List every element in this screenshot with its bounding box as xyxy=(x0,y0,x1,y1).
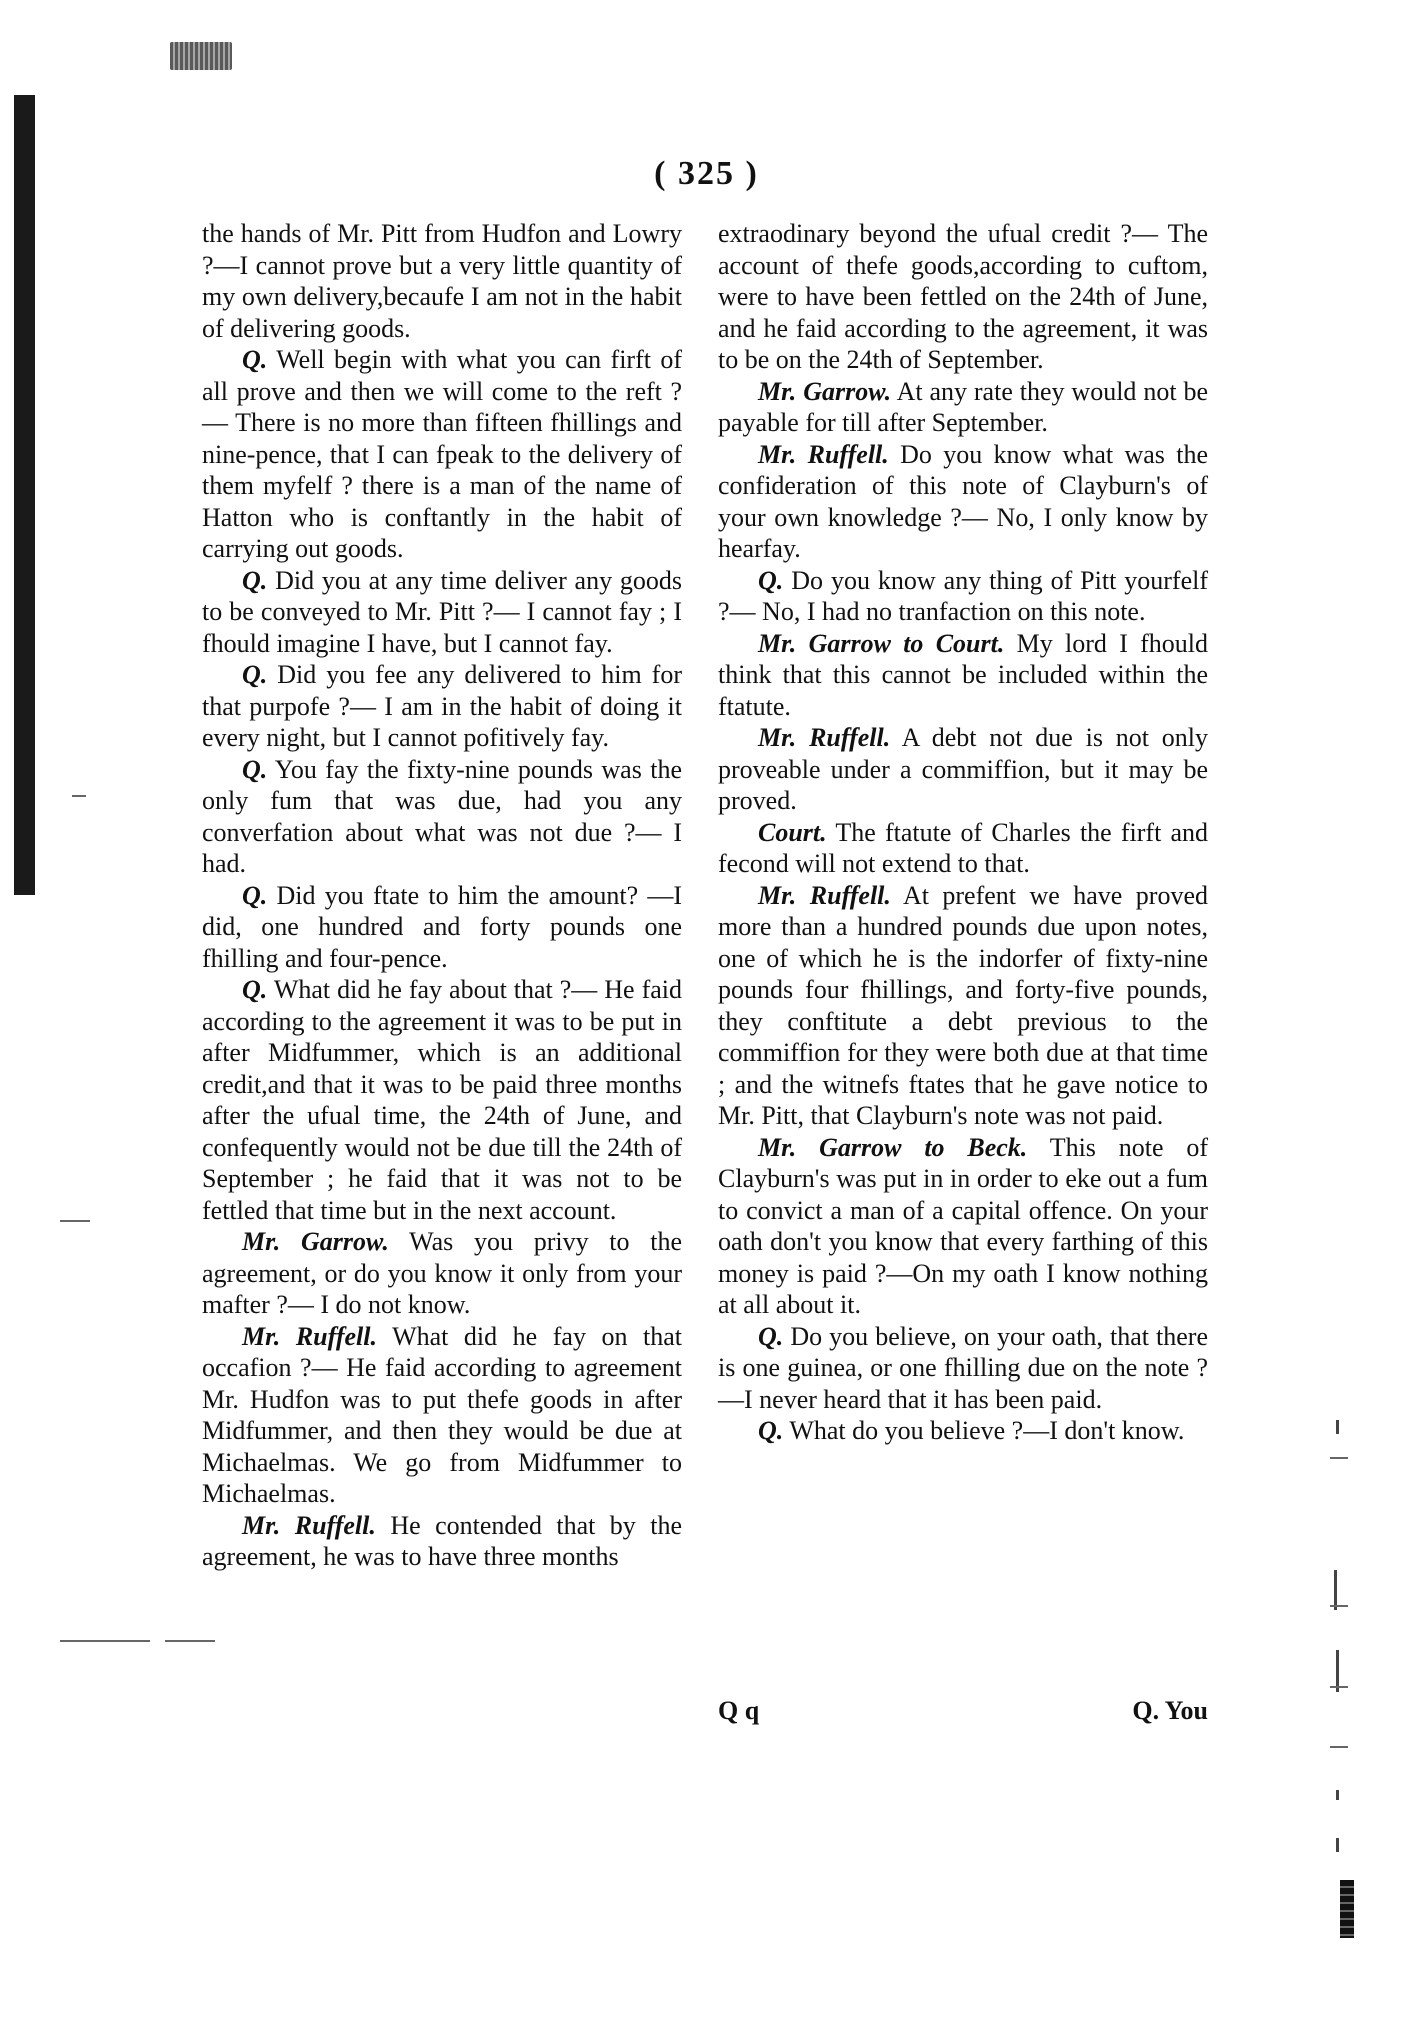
library-stamp xyxy=(170,42,232,70)
paragraph xyxy=(718,1415,1208,1447)
speaker-label: Q. xyxy=(242,660,268,689)
paragraph-text: This note of Clayburn's was put in in order to eke out a fum to convict a man of a capital offence. On your oath don't you know that every farthing of this money is paid ?—On my oath I know nothing at all about it. xyxy=(718,1132,1208,1319)
speaker-label: Q. xyxy=(242,975,268,1004)
paragraph-text: A debt not due is not only proveable under a commiffion, but it may be proved. xyxy=(718,723,1208,815)
paragraph xyxy=(718,565,1208,628)
scan-artifact xyxy=(1330,1457,1348,1459)
paragraph xyxy=(202,1226,682,1321)
paragraph-text: Did you at any time deliver any goods to be conveyed to Mr. Pitt ?— I cannot fay ; I fhould imagine I have, but I cannot fay. xyxy=(202,565,683,658)
paragraph xyxy=(718,722,1208,817)
speaker-label: Court. xyxy=(758,817,827,847)
paragraph-text: He contended that by the agreement, he was to have three months xyxy=(202,1510,683,1571)
speaker-label: Q. xyxy=(242,754,268,784)
paragraph xyxy=(202,880,682,975)
paragraph xyxy=(202,218,682,344)
paragraph-text: At any rate they would not be payable for till after September. xyxy=(718,376,1208,437)
left-column xyxy=(202,218,682,1573)
scan-artifact xyxy=(1336,1790,1339,1800)
paragraph xyxy=(202,974,682,1226)
paragraph xyxy=(202,1321,682,1510)
speaker-label: Q. xyxy=(758,565,784,595)
speaker-label: Mr. Garrow to Beck. xyxy=(758,1132,1028,1162)
scan-artifact xyxy=(165,1640,215,1642)
paragraph-text: the hands of Mr. Pitt from Hudfon and Lowry ?—I cannot prove but a very little quantity of my own delivery,becaufe I am not in the habit of delivering goods. xyxy=(202,219,682,343)
scan-artifact xyxy=(1330,1605,1348,1607)
scan-artifact xyxy=(1336,1838,1339,1852)
paragraph xyxy=(202,754,682,880)
paragraph-text: Did you fee any delivered to him for that purpofe ?— I am in the habit of doing it every night, but I cannot pofitively fay. xyxy=(202,660,682,752)
speaker-label: Mr. Ruffell. xyxy=(758,723,891,752)
scan-artifact xyxy=(1340,1880,1354,1938)
scan-artifact xyxy=(72,795,86,797)
paragraph-text: What did he fay on that occafion ?— He faid according to agreement Mr. Hudfon was to put thefe goods in after Midfummer, and then they would be due at Michaelmas. We go from Midfummer to Michaelmas. xyxy=(202,1321,683,1508)
paragraph xyxy=(718,376,1208,439)
paragraph-text: You fay the fixty-nine pounds was the only fum that was due, had you any converfation about what was not due ?— I had. xyxy=(202,754,682,878)
scan-artifact xyxy=(60,1220,90,1222)
scan-artifact xyxy=(1336,1420,1339,1434)
paragraph xyxy=(718,439,1208,565)
paragraph-text: Did you ftate to him the amount? —I did, one hundred and forty pounds one fhilling and four-pence. xyxy=(202,880,683,973)
speaker-label: Mr. Ruffell. xyxy=(758,880,891,910)
page-number: ( 325 ) xyxy=(654,155,759,192)
paragraph xyxy=(202,565,682,660)
paragraph xyxy=(202,1510,682,1573)
paragraph-text: My lord I fhould think that this cannot be included within the ftatute. xyxy=(718,628,1209,721)
paragraph xyxy=(718,628,1208,723)
speaker-label: Mr. Garrow. xyxy=(758,376,892,406)
paragraph-text: Was you privy to the agreement, or do you know it only from your mafter ?— I do not know. xyxy=(202,1227,682,1319)
paragraph xyxy=(718,1321,1208,1416)
right-column xyxy=(718,218,1208,1447)
paragraph xyxy=(718,1132,1208,1321)
scan-artifact xyxy=(1334,1570,1337,1610)
catchword: Q. You xyxy=(1132,1696,1208,1725)
binding-shadow xyxy=(14,95,35,895)
speaker-label: Q. xyxy=(242,345,268,374)
paragraph-text: Do you believe, on your oath, that there is one guinea, or one fhilling due on the note ?—I never heard that it has been paid. xyxy=(718,1321,1208,1414)
paragraph-text: What do you believe ?—I don't know. xyxy=(789,1416,1185,1445)
footer-marks xyxy=(718,1696,1208,1726)
speaker-label: Mr. Ruffell. xyxy=(242,1510,376,1540)
scan-artifact xyxy=(60,1640,150,1642)
scan-artifact xyxy=(1330,1686,1348,1688)
scan-artifact xyxy=(1330,1746,1348,1748)
speaker-label: Q. xyxy=(758,1321,784,1351)
paragraph xyxy=(718,880,1208,1132)
paragraph xyxy=(718,218,1208,376)
paragraph-text: Do you know any thing of Pitt yourfelf ?— No, I had no tranfaction on this note. xyxy=(718,565,1209,626)
paragraph xyxy=(202,659,682,754)
speaker-label: Mr. Garrow. xyxy=(242,1227,389,1256)
speaker-label: Q. xyxy=(242,565,268,595)
paragraph xyxy=(202,344,682,565)
paragraph-text: Well begin with what you can firft of all prove and then we will come to the reft ?— There is no more than fifteen fhillings and nine-pence, that I can fpeak to the delivery of them myfelf ? there is a man of the name of Hatton who is conftantly in the habit of carrying out goods. xyxy=(202,345,683,563)
paragraph-text: At prefent we have proved more than a hundred pounds due upon notes, one of which he is the indorfer of fixty-nine pounds four fhillings, and forty-five pounds, they conftitute a debt previous to the commiffion for they were both due at that time ; and the witnefs ftates that he gave notice to Mr. Pitt, that Clayburn's note was not paid. xyxy=(718,880,1208,1130)
paragraph-text: Do you know what was the confideration of this note of Clayburn's of your own knowledge ?— No, I only know by hearfay. xyxy=(718,439,1209,563)
paragraph-text: What did he fay about that ?— He faid according to the agreement it was to be put in after Midfummer, which is an additional credit,and that it was to be paid three months after the ufual time, the 24th of June, and confequently would not be due till the 24th of September ; he faid that it was not to be fettled that time but in the next account. xyxy=(202,975,683,1225)
speaker-label: Mr. Garrow to Court. xyxy=(758,628,1005,658)
paragraph xyxy=(718,817,1208,880)
paragraph-text: The ftatute of Charles the firft and fecond will not extend to that. xyxy=(718,817,1209,878)
speaker-label: Mr. Ruffell. xyxy=(242,1321,377,1351)
signature-mark: Q q xyxy=(718,1696,760,1725)
speaker-label: Mr. Ruffell. xyxy=(758,439,889,469)
speaker-label: Q. xyxy=(758,1416,784,1445)
speaker-label: Q. xyxy=(242,880,268,910)
paragraph-text: extraodinary beyond the ufual credit ?— The account of thefe goods,according to cuftom, were to have been fettled on the 24th of June, and he faid according to the agreement, it was to be on the 24th of September. xyxy=(718,219,1208,374)
